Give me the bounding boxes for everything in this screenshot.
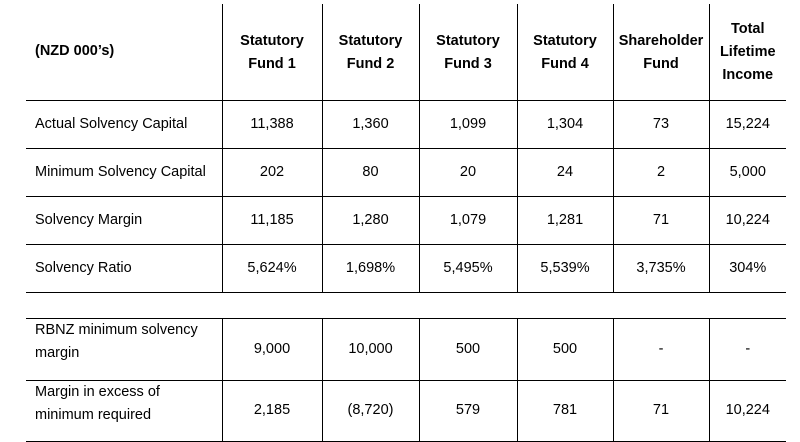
row-label: Solvency Margin xyxy=(26,196,222,244)
table-cell: 500 xyxy=(517,318,613,380)
table-cell: 2 xyxy=(613,148,709,196)
table-cell: 15,224 xyxy=(709,100,786,148)
row-label: RBNZ minimum solvency margin xyxy=(26,318,222,380)
table-cell: 1,360 xyxy=(322,100,419,148)
table-cell: 11,185 xyxy=(222,196,322,244)
column-header-statutory-fund-1: Statutory Fund 1 xyxy=(222,4,322,100)
table-cell: 1,079 xyxy=(419,196,517,244)
table-row xyxy=(26,380,786,441)
table-cell: 5,000 xyxy=(709,148,786,196)
table-cell: 9,000 xyxy=(222,318,322,380)
table-cell: 73 xyxy=(613,100,709,148)
table-cell: 80 xyxy=(322,148,419,196)
spacer-row xyxy=(26,292,786,318)
table-cell: 5,624% xyxy=(222,244,322,292)
table-row xyxy=(26,318,786,380)
table-row xyxy=(26,148,786,196)
table-cell: 304% xyxy=(709,244,786,292)
table-row xyxy=(26,244,786,292)
table-cell: 1,099 xyxy=(419,100,517,148)
row-label: Solvency Ratio xyxy=(26,244,222,292)
table-cell: 5,495% xyxy=(419,244,517,292)
table-cell: 71 xyxy=(613,380,709,441)
table-cell: 20 xyxy=(419,148,517,196)
column-header-shareholder-fund: Shareholder Fund xyxy=(613,4,709,100)
table-cell: 3,735% xyxy=(613,244,709,292)
table-cell: 10,224 xyxy=(709,380,786,441)
row-label: Minimum Solvency Capital xyxy=(26,148,222,196)
table-cell: 10,000 xyxy=(322,318,419,380)
table-cell: 1,698% xyxy=(322,244,419,292)
row-label: Actual Solvency Capital xyxy=(26,100,222,148)
solvency-table xyxy=(26,4,786,442)
table-cell: 71 xyxy=(613,196,709,244)
table-cell: (8,720) xyxy=(322,380,419,441)
column-header-statutory-fund-3: Statutory Fund 3 xyxy=(419,4,517,100)
table-cell: 5,539% xyxy=(517,244,613,292)
table-row xyxy=(26,100,786,148)
table-cell: 2,185 xyxy=(222,380,322,441)
table-cell: 24 xyxy=(517,148,613,196)
table-cell: - xyxy=(709,318,786,380)
table-cell: 202 xyxy=(222,148,322,196)
column-header-statutory-fund-2: Statutory Fund 2 xyxy=(322,4,419,100)
table-row xyxy=(26,196,786,244)
table-cell: - xyxy=(613,318,709,380)
table-cell: 1,280 xyxy=(322,196,419,244)
table-cell: 781 xyxy=(517,380,613,441)
row-label: Margin in excess of minimum required xyxy=(26,380,222,441)
table-cell: 579 xyxy=(419,380,517,441)
units-label: (NZD 000’s) xyxy=(26,4,222,100)
table-cell: 500 xyxy=(419,318,517,380)
table-cell: 1,281 xyxy=(517,196,613,244)
header-row xyxy=(26,4,786,100)
column-header-statutory-fund-4: Statutory Fund 4 xyxy=(517,4,613,100)
table-cell: 10,224 xyxy=(709,196,786,244)
table-cell: 1,304 xyxy=(517,100,613,148)
column-header-total-lifetime-income: Total Lifetime Income xyxy=(709,4,786,100)
table-cell: 11,388 xyxy=(222,100,322,148)
